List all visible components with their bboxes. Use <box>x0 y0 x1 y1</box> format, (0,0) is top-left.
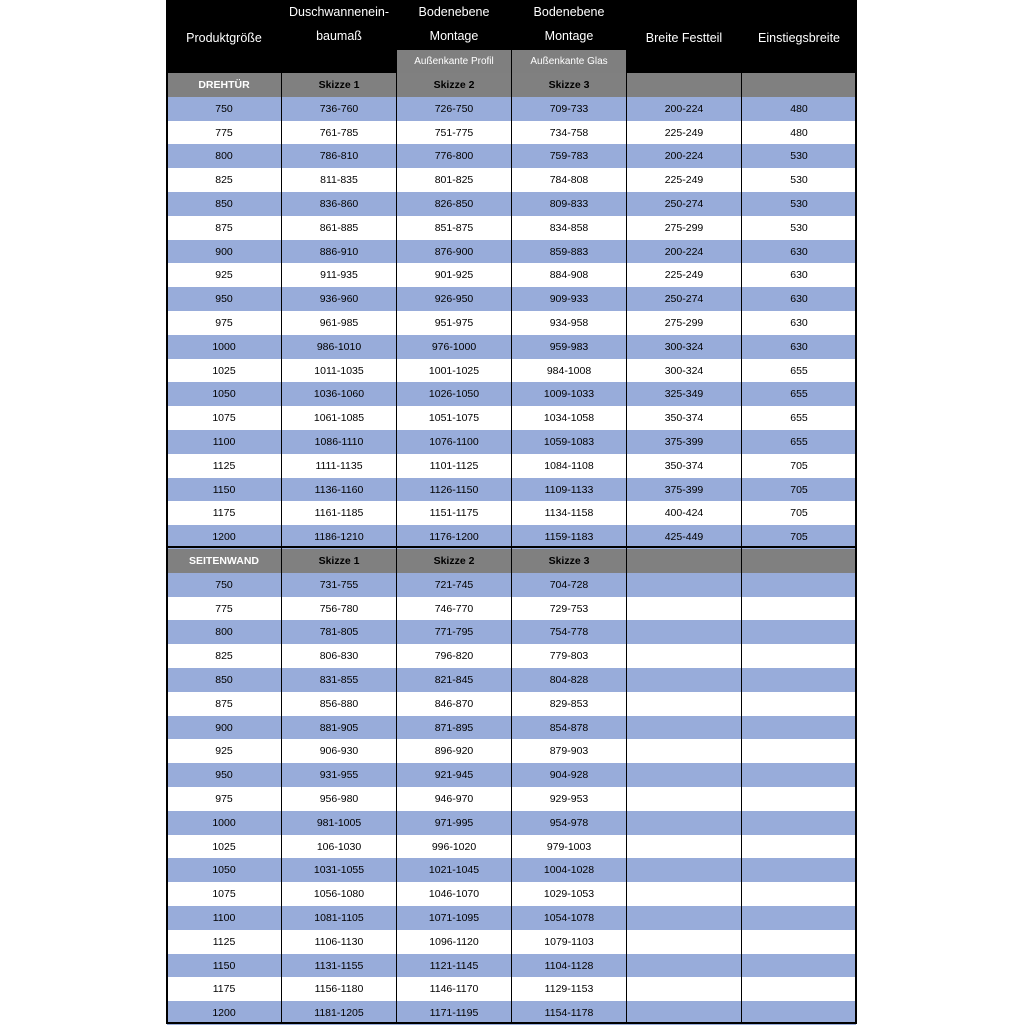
column-divider <box>626 73 627 1024</box>
column-divider <box>281 73 282 1024</box>
cell-einbaumass: 1111-1135 <box>315 459 363 472</box>
cell-einstiegsbreite: 705 <box>790 531 808 544</box>
cell-produktgroesse: 975 <box>215 317 233 329</box>
cell-einstiegsbreite: 630 <box>790 340 808 353</box>
cell-produktgroesse: 875 <box>215 697 233 710</box>
cell-breite-festteil <box>627 930 741 954</box>
cell-skizze3-glas: 904-928 <box>549 769 589 782</box>
cell-produktgroesse: 1175 <box>212 983 236 996</box>
cell-einbaumass: 1106-1130 <box>314 935 364 948</box>
cell-einbaumass: 736-760 <box>319 102 359 115</box>
cell-skizze2-profil: 851-875 <box>434 221 474 234</box>
cell-einstiegsbreite: 705 <box>790 507 808 520</box>
cell-einstiegsbreite: 655 <box>790 436 808 448</box>
cell-einstiegsbreite: 655 <box>790 388 808 401</box>
cell-skizze2-profil: 976-1000 <box>431 340 477 353</box>
cell-skizze2-profil: 776-800 <box>434 150 474 163</box>
cell-skizze3-glas: 1154-1178 <box>544 1007 594 1020</box>
cell-einstiegsbreite <box>742 811 856 835</box>
cell-breite-festteil <box>627 906 741 930</box>
table-border-right <box>855 0 857 1024</box>
cell-einbaumass: 981-1005 <box>316 816 362 829</box>
cell-skizze2-profil: 801-825 <box>434 174 474 187</box>
cell-produktgroesse: 1075 <box>212 888 236 901</box>
section-label: SEITENWAND <box>188 555 259 567</box>
cell-produktgroesse: 850 <box>215 674 233 686</box>
cell-produktgroesse: 1150 <box>212 483 236 496</box>
cell-produktgroesse: 850 <box>215 198 233 210</box>
cell-skizze3-glas: 784-808 <box>549 174 589 187</box>
cell-skizze3-glas: 879-903 <box>549 745 589 758</box>
cell-produktgroesse: 1000 <box>212 816 236 829</box>
cell-breite-festteil <box>627 954 741 978</box>
cell-skizze3-glas: 854-878 <box>549 721 589 734</box>
cell-skizze2-profil: 1151-1175 <box>429 507 479 520</box>
cell-produktgroesse: 775 <box>215 602 233 615</box>
cell-einbaumass: 911-935 <box>320 269 358 282</box>
cell-einstiegsbreite <box>742 930 856 954</box>
skizze-2-label: Skizze 2 <box>433 555 475 567</box>
cell-einstiegsbreite: 630 <box>790 245 808 258</box>
cell-breite-festteil <box>627 716 741 740</box>
cell-breite-festteil <box>627 977 741 1001</box>
skizze-2-label: Skizze 2 <box>433 79 475 91</box>
cell-einstiegsbreite: 480 <box>790 126 808 139</box>
cell-einstiegsbreite <box>742 763 856 787</box>
cell-produktgroesse: 950 <box>215 293 233 306</box>
column-divider <box>396 73 397 1024</box>
cell-einstiegsbreite <box>742 977 856 1001</box>
cell-breite-festteil <box>627 739 741 763</box>
cell-einbaumass: 961-985 <box>319 317 359 329</box>
cell-skizze3-glas: 979-1003 <box>546 840 592 853</box>
cell-einstiegsbreite <box>742 716 856 740</box>
header-einbaumass <box>282 0 396 50</box>
cell-einstiegsbreite: 480 <box>790 102 808 115</box>
header-produktgroesse: Produktgröße <box>186 31 262 45</box>
cell-skizze2-profil: 951-975 <box>434 317 474 329</box>
cell-breite-festteil: 225-249 <box>664 174 704 187</box>
cell-produktgroesse: 800 <box>215 626 233 639</box>
cell-einbaumass: 856-880 <box>319 697 359 710</box>
header-boden-profil <box>397 0 511 50</box>
cell-skizze2-profil: 926-950 <box>434 293 474 306</box>
cell-breite-festteil: 300-324 <box>664 340 704 353</box>
cell-skizze3-glas: 759-783 <box>549 150 589 163</box>
cell-breite-festteil: 375-399 <box>664 436 704 448</box>
cell-skizze2-profil: 796-820 <box>434 650 474 663</box>
cell-skizze3-glas: 1009-1033 <box>543 388 595 401</box>
cell-skizze2-profil: 871-895 <box>434 721 474 734</box>
cell-skizze3-glas: 829-853 <box>549 697 589 710</box>
cell-breite-festteil <box>627 811 741 835</box>
cell-einstiegsbreite: 630 <box>790 317 808 329</box>
cell-einbaumass: 836-860 <box>319 198 359 210</box>
cell-breite-festteil: 400-424 <box>664 507 704 520</box>
cell-einstiegsbreite <box>742 954 856 978</box>
cell-skizze2-profil: 896-920 <box>434 745 474 758</box>
table-border-left <box>166 0 168 1024</box>
cell-skizze2-profil: 1176-1200 <box>429 531 479 544</box>
header-breite-festteil: Breite Festteil <box>645 31 723 45</box>
cell-einstiegsbreite <box>742 906 856 930</box>
subheader-aussenkante-profil: Außenkante Profil <box>397 50 511 73</box>
section-label: DREHTÜR <box>198 79 250 91</box>
size-table <box>167 0 856 1024</box>
cell-skizze2-profil: 746-770 <box>434 602 474 615</box>
cell-breite-festteil: 200-224 <box>664 102 704 115</box>
cell-produktgroesse: 825 <box>215 650 233 663</box>
cell-skizze3-glas: 859-883 <box>549 245 589 258</box>
cell-skizze3-glas: 1034-1058 <box>543 412 595 425</box>
cell-produktgroesse: 1025 <box>212 840 236 853</box>
cell-einbaumass: 786-810 <box>319 150 359 163</box>
cell-skizze2-profil: 771-795 <box>434 626 474 639</box>
cell-produktgroesse: 1200 <box>212 531 236 544</box>
cell-skizze2-profil: 1001-1025 <box>428 364 480 377</box>
cell-einstiegsbreite <box>742 620 856 644</box>
cell-breite-festteil <box>627 835 741 859</box>
cell-einbaumass: 881-905 <box>319 721 359 734</box>
cell-einbaumass: 931-955 <box>319 769 359 782</box>
cell-skizze3-glas: 929-953 <box>549 793 589 805</box>
cell-produktgroesse: 1125 <box>212 459 236 472</box>
cell-einstiegsbreite: 630 <box>790 269 808 282</box>
cell-einstiegsbreite: 530 <box>790 221 808 234</box>
cell-einbaumass: 756-780 <box>319 602 359 615</box>
cell-breite-festteil <box>627 644 741 668</box>
cell-einbaumass: 1131-1155 <box>314 959 364 972</box>
cell-skizze3-glas: 1159-1183 <box>544 531 594 544</box>
cell-einstiegsbreite: 530 <box>790 198 808 210</box>
cell-skizze2-profil: 1126-1150 <box>429 483 479 496</box>
cell-einstiegsbreite: 530 <box>790 174 808 187</box>
cell-einbaumass: 986-1010 <box>316 340 362 353</box>
cell-einstiegsbreite: 655 <box>790 364 808 377</box>
cell-breite-festteil <box>627 620 741 644</box>
cell-skizze3-glas: 984-1008 <box>546 364 592 377</box>
cell-breite-festteil: 275-299 <box>664 221 704 234</box>
cell-skizze2-profil: 1146-1170 <box>429 983 479 996</box>
skizze-3-label: Skizze 3 <box>548 79 590 91</box>
cell-produktgroesse: 925 <box>215 745 233 758</box>
cell-skizze3-glas: 754-778 <box>549 626 589 639</box>
cell-skizze2-profil: 996-1020 <box>431 840 477 853</box>
cell-skizze2-profil: 921-945 <box>434 769 474 782</box>
cell-einbaumass: 936-960 <box>319 293 359 306</box>
cell-breite-festteil <box>627 573 741 597</box>
cell-einstiegsbreite <box>742 787 856 811</box>
cell-skizze3-glas: 734-758 <box>549 126 589 139</box>
cell-produktgroesse: 775 <box>215 126 233 139</box>
header-boden-glas <box>512 0 626 50</box>
cell-produktgroesse: 1200 <box>212 1007 236 1020</box>
cell-produktgroesse: 750 <box>215 578 233 591</box>
cell-skizze3-glas: 1134-1158 <box>544 507 594 520</box>
cell-skizze2-profil: 1021-1045 <box>428 864 480 877</box>
cell-breite-festteil: 225-249 <box>664 269 704 282</box>
cell-skizze3-glas: 704-728 <box>549 578 589 591</box>
cell-einstiegsbreite <box>742 644 856 668</box>
cell-einstiegsbreite: 655 <box>790 412 808 425</box>
cell-einstiegsbreite: 530 <box>790 150 808 163</box>
cell-einbaumass: 761-785 <box>319 126 359 139</box>
cell-skizze3-glas: 884-908 <box>549 269 589 282</box>
cell-einbaumass: 781-805 <box>319 626 359 639</box>
cell-breite-festteil: 300-324 <box>664 364 704 377</box>
cell-einbaumass: 1061-1085 <box>313 412 365 425</box>
cell-breite-festteil: 375-399 <box>664 483 704 496</box>
cell-einbaumass: 811-835 <box>320 174 358 187</box>
cell-einbaumass: 1186-1210 <box>314 531 364 544</box>
cell-einbaumass: 806-830 <box>319 650 359 663</box>
cell-skizze2-profil: 1071-1095 <box>428 912 480 924</box>
cell-skizze3-glas: 1109-1133 <box>544 483 594 496</box>
cell-breite-festteil: 250-274 <box>664 293 704 306</box>
cell-einbaumass: 956-980 <box>319 793 359 805</box>
cell-produktgroesse: 1150 <box>212 959 236 972</box>
cell-einstiegsbreite <box>742 597 856 621</box>
cell-einstiegsbreite: 705 <box>790 459 808 472</box>
cell-breite-festteil <box>627 787 741 811</box>
cell-skizze3-glas: 934-958 <box>549 317 589 329</box>
cell-skizze2-profil: 946-970 <box>434 793 474 805</box>
cell-skizze3-glas: 954-978 <box>549 816 589 829</box>
cell-breite-festteil: 250-274 <box>664 198 704 210</box>
cell-einbaumass: 1031-1055 <box>313 864 365 877</box>
header-boden-profil-line1: Bodenebene <box>418 5 490 19</box>
cell-produktgroesse: 1100 <box>212 912 236 924</box>
skizze-1-label: Skizze 1 <box>318 79 360 91</box>
cell-produktgroesse: 1050 <box>212 388 236 401</box>
cell-produktgroesse: 1100 <box>212 436 236 448</box>
cell-breite-festteil <box>627 692 741 716</box>
cell-produktgroesse: 1175 <box>212 507 236 520</box>
cell-skizze2-profil: 1046-1070 <box>428 888 480 901</box>
cell-skizze2-profil: 1121-1145 <box>429 959 479 972</box>
cell-einbaumass: 1011-1035 <box>314 364 364 377</box>
cell-produktgroesse: 900 <box>215 721 233 734</box>
header-einbaumass-line1: Duschwannenein- <box>288 5 390 19</box>
cell-produktgroesse: 925 <box>215 269 233 282</box>
cell-breite-festteil: 350-374 <box>664 412 704 425</box>
cell-einbaumass: 1136-1160 <box>314 483 364 496</box>
cell-skizze2-profil: 751-775 <box>434 126 474 139</box>
cell-produktgroesse: 975 <box>215 793 233 805</box>
cell-skizze3-glas: 1079-1103 <box>544 935 594 948</box>
skizze-1-label: Skizze 1 <box>318 555 360 567</box>
cell-skizze2-profil: 1026-1050 <box>428 388 480 401</box>
cell-breite-festteil: 225-249 <box>664 126 704 139</box>
cell-produktgroesse: 1125 <box>212 935 236 948</box>
header-boden-glas-line2: Montage <box>544 29 594 43</box>
cell-produktgroesse: 950 <box>215 769 233 782</box>
table-header <box>167 0 856 73</box>
cell-skizze2-profil: 821-845 <box>434 674 474 686</box>
cell-breite-festteil: 425-449 <box>664 531 704 544</box>
cell-skizze2-profil: 721-745 <box>434 578 474 591</box>
cell-einbaumass: 861-885 <box>319 221 359 234</box>
cell-skizze3-glas: 834-858 <box>549 221 589 234</box>
cell-skizze3-glas: 729-753 <box>549 602 589 615</box>
cell-produktgroesse: 900 <box>215 245 233 258</box>
cell-einstiegsbreite: 705 <box>790 483 808 496</box>
cell-skizze3-glas: 709-733 <box>549 102 589 115</box>
cell-breite-festteil <box>627 597 741 621</box>
cell-einstiegsbreite <box>742 668 856 692</box>
cell-einbaumass: 1056-1080 <box>313 888 365 901</box>
cell-skizze3-glas: 779-803 <box>549 650 589 663</box>
cell-breite-festteil: 350-374 <box>664 459 704 472</box>
cell-produktgroesse: 750 <box>215 102 233 115</box>
cell-skizze3-glas: 1059-1083 <box>543 436 595 448</box>
header-boden-glas-line1: Bodenebene <box>533 5 605 19</box>
cell-produktgroesse: 1050 <box>212 864 236 877</box>
column-divider <box>741 73 742 1024</box>
header-boden-profil-line2: Montage <box>429 29 479 43</box>
cell-breite-festteil: 275-299 <box>664 317 704 329</box>
cell-einbaumass: 906-930 <box>319 745 359 758</box>
cell-einstiegsbreite: 630 <box>790 293 808 306</box>
cell-einbaumass: 731-755 <box>319 578 359 591</box>
cell-einbaumass: 1036-1060 <box>313 388 365 401</box>
cell-breite-festteil: 200-224 <box>664 245 704 258</box>
cell-einstiegsbreite <box>742 739 856 763</box>
cell-skizze2-profil: 876-900 <box>434 245 474 258</box>
cell-skizze3-glas: 1004-1028 <box>543 864 595 877</box>
cell-breite-festteil <box>627 882 741 906</box>
skizze-3-label: Skizze 3 <box>548 555 590 567</box>
cell-skizze2-profil: 826-850 <box>434 198 474 210</box>
cell-skizze3-glas: 1129-1153 <box>544 983 594 996</box>
header-einstiegsbreite: Einstiegsbreite <box>758 31 840 45</box>
cell-skizze2-profil: 726-750 <box>434 102 474 115</box>
cell-skizze2-profil: 1171-1195 <box>429 1007 479 1020</box>
cell-skizze2-profil: 1051-1075 <box>428 412 480 425</box>
cell-skizze3-glas: 1054-1078 <box>543 912 595 924</box>
cell-einbaumass: 831-855 <box>319 674 359 686</box>
subheader-aussenkante-glas: Außenkante Glas <box>512 50 626 73</box>
cell-einstiegsbreite <box>742 835 856 859</box>
cell-skizze3-glas: 809-833 <box>549 198 589 210</box>
cell-breite-festteil: 200-224 <box>664 150 704 163</box>
cell-breite-festteil <box>627 763 741 787</box>
cell-einbaumass: 1156-1180 <box>314 983 364 996</box>
cell-skizze2-profil: 1101-1125 <box>429 459 479 472</box>
cell-skizze3-glas: 959-983 <box>549 340 589 353</box>
cell-skizze2-profil: 1096-1120 <box>429 935 479 948</box>
cell-einstiegsbreite <box>742 882 856 906</box>
cell-einbaumass: 1181-1205 <box>314 1007 364 1020</box>
cell-breite-festteil <box>627 668 741 692</box>
cell-einbaumass: 106-1030 <box>316 840 362 853</box>
cell-breite-festteil <box>627 858 741 882</box>
cell-produktgroesse: 1075 <box>212 412 236 425</box>
cell-skizze2-profil: 846-870 <box>434 697 474 710</box>
cell-breite-festteil: 325-349 <box>664 388 704 401</box>
cell-skizze3-glas: 1029-1053 <box>543 888 595 901</box>
cell-einbaumass: 1161-1185 <box>314 507 364 520</box>
cell-einbaumass: 1086-1110 <box>314 436 364 448</box>
cell-skizze3-glas: 1084-1108 <box>544 459 594 472</box>
cell-einstiegsbreite <box>742 692 856 716</box>
cell-skizze2-profil: 901-925 <box>434 269 474 282</box>
cell-einbaumass: 1081-1105 <box>314 912 364 924</box>
cell-produktgroesse: 825 <box>215 174 233 187</box>
cell-einstiegsbreite <box>742 858 856 882</box>
cell-einbaumass: 886-910 <box>319 245 359 258</box>
cell-einstiegsbreite <box>742 573 856 597</box>
cell-produktgroesse: 1000 <box>212 340 236 353</box>
cell-skizze2-profil: 1076-1100 <box>429 436 479 448</box>
header-einbaumass-line2: baumaß <box>316 29 362 43</box>
cell-skizze3-glas: 1104-1128 <box>544 959 594 972</box>
section-divider <box>167 546 856 548</box>
cell-produktgroesse: 1025 <box>212 364 236 377</box>
column-divider <box>511 73 512 1024</box>
cell-skizze3-glas: 804-828 <box>549 674 589 686</box>
cell-produktgroesse: 800 <box>215 150 233 163</box>
cell-skizze2-profil: 971-995 <box>434 816 474 829</box>
cell-produktgroesse: 875 <box>215 221 233 234</box>
cell-skizze3-glas: 909-933 <box>549 293 589 306</box>
